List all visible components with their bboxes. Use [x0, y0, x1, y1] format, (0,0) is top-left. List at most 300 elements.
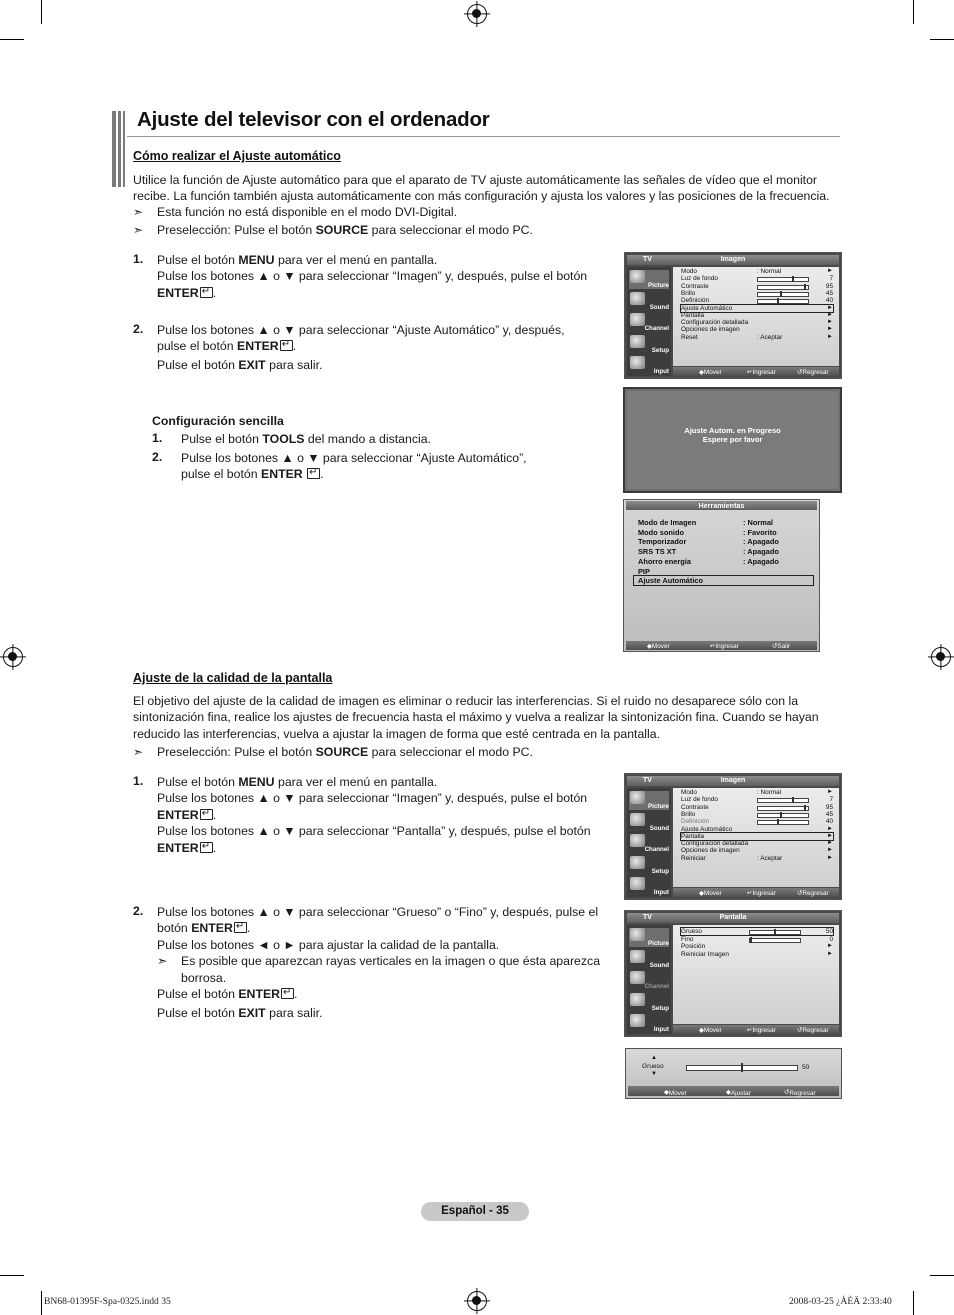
source-button-label: SOURCE	[315, 745, 369, 759]
adjust-value: 50	[802, 1064, 810, 1071]
osd-bottombar: ◆ Mover ↵ Ingresar ↺ Regresar	[673, 1025, 839, 1034]
osd-move-label: Mover	[668, 1090, 687, 1097]
crop-mark	[913, 1291, 914, 1315]
chevron-right-icon: ►	[827, 311, 833, 318]
osd-row-label: Reiniciar Imagen	[681, 950, 729, 958]
osd-row-label: Pantalla	[681, 832, 705, 840]
enter-icon	[280, 340, 293, 351]
step-text: Pulse el botón	[157, 775, 239, 789]
osd-sidebar-item-input[interactable]	[629, 877, 669, 896]
step-text: Pulse los botones ▲ o ▼ para seleccionar “Imagen” y, después, pulse el botón	[157, 791, 588, 806]
slider-knob	[804, 805, 806, 811]
tools-menu-row[interactable]	[638, 537, 813, 546]
osd-sidebar-label: Picture	[648, 803, 669, 810]
step-number: 2.	[133, 322, 144, 336]
osd-menu-row[interactable]	[681, 811, 833, 818]
picture-icon	[630, 270, 645, 283]
osd-row-slider[interactable]	[757, 277, 809, 282]
osd-menu-row[interactable]	[681, 936, 833, 943]
tools-menu-row[interactable]	[638, 518, 813, 527]
sound-icon	[630, 292, 645, 305]
crop-mark	[930, 39, 954, 40]
grueso-adjust-bar	[625, 1048, 842, 1099]
osd-menu-row[interactable]	[681, 928, 833, 935]
osd-menu-row[interactable]	[681, 268, 833, 275]
note-preselection	[133, 222, 533, 238]
slider-knob	[780, 812, 782, 818]
tools-row-label: Ajuste Automático	[638, 576, 704, 586]
osd-topbar	[627, 255, 839, 265]
crop-mark	[41, 1291, 42, 1315]
osd-sidebar-item-channel[interactable]	[629, 971, 669, 990]
note-arrow-icon: ➣	[157, 954, 168, 969]
slider-knob	[804, 284, 806, 290]
osd-enter-label: Ingresar	[752, 1027, 776, 1034]
tools-row-label: Ahorro energía	[638, 556, 691, 566]
step-text: para salir.	[265, 1006, 323, 1021]
osd-sidebar	[627, 925, 671, 1034]
osd-sidebar-item-setup[interactable]	[629, 856, 669, 875]
osd-menu-row[interactable]	[681, 847, 833, 854]
chevron-right-icon: ►	[827, 304, 833, 311]
osd-row-label: Brillo	[681, 810, 696, 818]
osd-sidebar-item-picture[interactable]	[629, 791, 669, 810]
osd-sidebar-label: Sound	[649, 303, 669, 311]
chevron-right-icon: ►	[827, 847, 833, 854]
osd-sidebar-label: Input	[653, 1026, 669, 1033]
step-text: botón	[157, 921, 192, 936]
progress-line: Espere por favor	[702, 435, 763, 444]
channel-icon	[630, 313, 645, 326]
osd-exit-label: Salir	[777, 643, 791, 650]
registration-mark-icon	[931, 647, 951, 667]
osd-menu-row[interactable]	[681, 283, 833, 290]
osd-sidebar-item-setup[interactable]	[629, 335, 669, 354]
osd-topbar	[627, 913, 839, 923]
slider-knob	[777, 819, 779, 825]
chevron-right-icon: ►	[827, 832, 833, 839]
enter-button-label: ENTER	[157, 840, 199, 855]
osd-row-label: Fino	[681, 935, 694, 943]
osd-menu-row[interactable]	[681, 833, 833, 840]
chevron-right-icon: ►	[827, 326, 833, 333]
enter-icon	[234, 922, 247, 933]
osd-menu-row[interactable]	[681, 290, 833, 297]
osd-menu-row[interactable]	[681, 826, 833, 833]
channel-icon	[630, 834, 645, 847]
osd-sidebar-item-input[interactable]	[629, 1014, 669, 1033]
slider-knob	[792, 797, 794, 803]
osd-row-number: 45	[825, 810, 833, 818]
step-text: Pulse los botones ▲ o ▼ para seleccionar “Ajuste Automático” y, después,	[157, 323, 565, 337]
note-text: Esta función no está disponible en el modo DVI-Digital.	[157, 205, 458, 219]
sound-icon	[630, 813, 645, 826]
osd-sidebar-label: Picture	[648, 282, 669, 289]
section1-intro	[133, 172, 843, 205]
tools-row-value: : Favorito	[743, 527, 777, 537]
osd-row-label: Contraste	[681, 282, 709, 290]
osd-sidebar-label: Channel	[644, 983, 669, 990]
crop-mark	[913, 0, 914, 24]
osd-row-label: Modo	[681, 268, 697, 275]
osd-row-value: : Aceptar	[757, 854, 783, 862]
osd-title: Imagen	[720, 777, 746, 784]
osd-menu-row[interactable]	[681, 804, 833, 811]
step-text: Pulse los botones ▲ o ▼ para seleccionar “Pantalla” y, después, pulse el botón	[157, 824, 591, 839]
osd-picture-menu	[624, 252, 842, 379]
osd-row-label: Pantalla	[681, 311, 705, 319]
slider-knob	[780, 291, 782, 297]
osd-row-label: Configuración detallada	[681, 319, 749, 327]
step-2-text: Pulse los botones ▲ o ▼ para seleccionar “Ajuste Automático” y, después, pulse el botón ENTER↵ . Pulse el botón EXIT para salir.	[157, 322, 607, 373]
osd-sidebar	[627, 788, 671, 897]
step-text: para ver el menú en pantalla.	[274, 775, 438, 789]
tools-menu-row[interactable]	[638, 547, 813, 556]
osd-row-label: Posición	[681, 943, 706, 950]
osd-row-value: : Normal	[757, 789, 782, 796]
step-text: Pulse los botones ▲ o ▼ para seleccionar “Imagen” y, después, pulse el botón	[157, 269, 588, 284]
section-heading-auto-adjust: Cómo realizar el Ajuste automático	[133, 149, 341, 163]
note-text: Preselección: Pulse el botón	[157, 745, 316, 759]
step-number: 1.	[133, 252, 144, 266]
enter-button-label: ENTER	[261, 467, 303, 482]
chevron-right-icon: ►	[827, 789, 833, 795]
osd-row-number: 7	[829, 796, 833, 804]
tools-row-label: Modo de Imagen	[638, 518, 697, 527]
slider-knob	[774, 929, 776, 935]
intro-line: reducido las interferencias, vuelva a ajustar la imagen de forma que esté centrada en la pantalla.	[133, 726, 661, 741]
tools-menu	[623, 499, 820, 652]
step-text: del mando a distancia.	[304, 432, 431, 446]
adjust-slider[interactable]	[686, 1065, 798, 1071]
osd-return-label: Regresar	[802, 1027, 829, 1034]
intro-line: Utilice la función de Ajuste automático para que el aparato de TV ajuste automáticamente las señales de vídeo que el monitor	[133, 173, 818, 187]
input-icon	[630, 877, 645, 890]
chevron-right-icon: ►	[827, 840, 833, 847]
chevron-right-icon: ►	[827, 333, 833, 340]
chevron-right-icon: ►	[827, 825, 833, 832]
progress-message	[625, 426, 840, 444]
date-slug: 2008-03-25 ¿ÀÈÄ 2:33:40	[789, 1296, 892, 1307]
osd-title: Pantalla	[719, 914, 747, 921]
note-text: para seleccionar el modo PC.	[368, 745, 533, 759]
osd-sidebar-item-picture[interactable]	[629, 270, 669, 289]
crop-mark	[41, 0, 42, 24]
chevron-right-icon: ►	[827, 268, 833, 274]
progress-line: Ajuste Autom. en Progreso	[684, 426, 781, 435]
chevron-right-icon: ►	[827, 950, 833, 957]
setup-icon	[630, 856, 645, 869]
enter-icon	[200, 287, 213, 298]
source-button-label: SOURCE	[315, 223, 369, 237]
osd-row-label: Brillo	[681, 289, 696, 297]
tools-row-value: : Normal	[743, 518, 773, 527]
intro-line: recibe. La función también ajusta automáticamente con más configuración y ajusta los valores y las posiciones de la frecuencia.	[133, 189, 830, 204]
chevron-right-icon: ►	[827, 319, 833, 326]
osd-sidebar-label: Channel	[644, 325, 669, 332]
step-text: para ver el menú en pantalla.	[274, 253, 438, 267]
intro-line: El objetivo del ajuste de la calidad de imagen es eliminar o reducir las interferencias. Si el ruido no desaparece sólo con la	[133, 694, 799, 708]
crop-mark	[0, 1275, 24, 1276]
osd-bottombar: ◆ Mover ↵ Ingresar ↺ Regresar	[673, 888, 839, 897]
osd-title: Imagen	[720, 256, 746, 263]
step-2-text: Pulse los botones ▲ o ▼ para seleccionar “Grueso” o “Fino” y, después, pulse el botón ENTER↵ . Pulse los botones ◄ o ► para ajustar la calidad de la pantalla. ➣ Es posible que aparezcan rayas verticales en la imagen o que ésta aparezca borrosa. Pulse el botón ENTER↵ . Pulse el botón EXIT para salir.	[157, 904, 612, 1022]
tools-menu-row[interactable]	[638, 528, 813, 537]
slider-knob	[792, 276, 794, 282]
input-icon	[630, 356, 645, 369]
osd-menu-row[interactable]	[681, 818, 833, 825]
osd-sidebar-item-setup[interactable]	[629, 993, 669, 1012]
osd-bottombar: ◆ Mover ↵ Ingresar ↺ Regresar	[673, 367, 839, 376]
enter-button-label: ENTER	[157, 807, 199, 822]
menu-button-label: MENU	[238, 253, 275, 267]
osd-menu-row[interactable]	[681, 951, 833, 958]
step-text: pulse el botón	[181, 467, 261, 482]
osd-row-number: 95	[825, 803, 833, 811]
osd-row-number: 0	[829, 935, 833, 943]
easy-step-1	[181, 431, 431, 447]
tools-footer: ◆ Mover ↵ Ingresar ↺ Salir	[626, 641, 817, 650]
osd-row-label: Definición	[681, 297, 710, 305]
osd-row-slider[interactable]	[749, 930, 801, 935]
adjust-footer: ◆ Mover ◆ Ajustar ↺ Regresar	[628, 1086, 839, 1096]
osd-sidebar-item-sound[interactable]	[629, 292, 669, 311]
registration-mark-icon	[3, 647, 23, 667]
channel-icon	[630, 971, 645, 984]
osd-tv-label: TV	[643, 777, 652, 784]
step-number: 2.	[133, 904, 144, 918]
easy-setup-title: Configuración sencilla	[152, 414, 284, 428]
osd-sidebar-item-input[interactable]	[629, 356, 669, 375]
step-number: 2.	[152, 450, 163, 464]
osd-sidebar-label: Input	[653, 889, 669, 896]
step-text: Pulse los botones ▲ o ▼ para seleccionar “Grueso” o “Fino” y, después, pulse el	[157, 905, 599, 919]
osd-move-label: Mover	[703, 369, 722, 376]
osd-row-value: : Normal	[757, 268, 782, 275]
osd-row-slider[interactable]	[757, 798, 809, 803]
osd-row-slider[interactable]	[757, 285, 809, 290]
tools-row-value: : Apagado	[743, 547, 779, 557]
input-icon	[630, 1014, 645, 1027]
step-text: Pulse el botón	[157, 1006, 239, 1021]
osd-row-number: 40	[825, 297, 833, 305]
osd-return-label: Regresar	[802, 369, 829, 376]
tools-menu-row[interactable]	[638, 567, 813, 576]
osd-sidebar-item-channel[interactable]	[629, 313, 669, 332]
osd-row-number: 7	[829, 275, 833, 283]
osd-adjust-label: Ajustar	[730, 1090, 751, 1097]
osd-row-label: Definición	[681, 818, 710, 826]
osd-menu-row[interactable]	[681, 943, 833, 950]
osd-row-label: Reset	[681, 333, 698, 341]
osd-row-slider[interactable]	[757, 292, 809, 297]
osd-menu-row[interactable]	[681, 275, 833, 282]
sound-icon	[630, 950, 645, 963]
exit-button-label: EXIT	[238, 1006, 266, 1021]
osd-menu-row[interactable]	[681, 319, 833, 326]
step-text: Pulse el botón	[157, 987, 239, 1002]
picture-icon	[630, 928, 645, 941]
tools-button-label: TOOLS	[262, 432, 305, 446]
osd-row-label: Opciones de imagen	[681, 326, 740, 334]
title-accent-bars	[112, 111, 126, 187]
enter-button-label: ENTER	[238, 987, 281, 1002]
down-arrow-icon: ▼	[651, 1071, 657, 1077]
osd-menu-row[interactable]	[681, 789, 833, 796]
osd-sidebar-item-channel[interactable]	[629, 834, 669, 853]
note-text: borrosa.	[181, 970, 227, 985]
osd-main	[673, 925, 839, 1024]
osd-sidebar-item-sound[interactable]	[629, 950, 669, 969]
osd-return-label: Regresar	[802, 890, 829, 897]
tools-menu-row[interactable]	[634, 576, 813, 585]
tools-menu-row[interactable]	[638, 557, 813, 566]
osd-menu-row[interactable]	[681, 312, 833, 319]
tools-row-value: : Apagado	[743, 537, 779, 547]
osd-row-label: Ajuste Automático	[681, 825, 733, 833]
osd-sidebar-label: Input	[653, 368, 669, 375]
osd-sidebar-item-picture[interactable]	[629, 928, 669, 947]
step-number: 1.	[133, 774, 144, 788]
osd-row-slider[interactable]	[757, 299, 809, 304]
osd-menu-row[interactable]	[681, 796, 833, 803]
tools-row-label: PIP	[638, 566, 650, 576]
note-text: Preselección: Pulse el botón	[157, 223, 316, 237]
osd-row-slider[interactable]	[757, 806, 809, 811]
enter-icon	[200, 809, 213, 820]
osd-move-label: Mover	[703, 890, 722, 897]
osd-sidebar-label: Sound	[649, 824, 669, 832]
osd-row-label: Opciones de imagen	[681, 847, 740, 855]
note-preselection	[133, 744, 533, 760]
osd-enter-label: Ingresar	[752, 369, 776, 376]
tools-row-value: : Apagado	[743, 556, 779, 566]
osd-main	[673, 788, 839, 887]
osd-menu-row[interactable]	[681, 326, 833, 333]
osd-row-label: Configuración detallada	[681, 840, 749, 848]
osd-enter-label: Ingresar	[752, 890, 776, 897]
osd-row-label: Luz de fondo	[681, 796, 718, 804]
osd-row-number: 45	[825, 289, 833, 297]
title-divider	[127, 136, 840, 137]
osd-sidebar-label: Channel	[644, 846, 669, 853]
tools-title: Herramientas	[626, 501, 817, 510]
osd-row-label: Grueso	[681, 928, 702, 935]
enter-button-label: ENTER	[237, 339, 279, 354]
adjust-label: Grueso	[642, 1063, 664, 1070]
auto-adjust-progress-screen	[623, 387, 842, 493]
osd-row-label: Contraste	[681, 803, 709, 811]
osd-row-label: Ajuste Automático	[681, 304, 733, 312]
tools-row-label: Temporizador	[638, 537, 687, 547]
osd-sidebar-label: Picture	[648, 940, 669, 947]
section2-intro	[133, 693, 843, 742]
picture-icon	[630, 791, 645, 804]
osd-return-label: Regresar	[789, 1090, 816, 1097]
file-slug: BN68-01395F-Spa-0325.indd 35	[44, 1296, 171, 1307]
setup-icon	[630, 335, 645, 348]
step-text: Pulse el botón	[181, 432, 263, 446]
osd-row-value: : Aceptar	[757, 333, 783, 341]
step-text: Pulse los botones ▲ o ▼ para seleccionar “Ajuste Automático”,	[181, 451, 527, 465]
enter-icon	[307, 468, 320, 479]
exit-button-label: EXIT	[238, 357, 266, 372]
note-text: para seleccionar el modo PC.	[368, 223, 533, 237]
intro-line: sintonización fina, realice los ajustes de frecuencia hasta el máximo y vuelva a realizar la sintonización fina. Cuando se hayan	[133, 710, 819, 725]
note-dvi	[133, 204, 457, 220]
step-text: Pulse los botones ◄ o ► para ajustar la calidad de la pantalla.	[157, 937, 500, 952]
easy-step-2: Pulse los botones ▲ o ▼ para seleccionar “Ajuste Automático”, pulse el botón ENTER ↵ .	[181, 450, 581, 483]
page-title: Ajuste del televisor con el ordenador	[137, 108, 490, 131]
slider-knob	[777, 298, 779, 304]
osd-menu-row[interactable]	[681, 855, 833, 862]
step-number: 1.	[152, 431, 163, 445]
osd-screen-menu	[624, 910, 842, 1037]
enter-icon	[200, 842, 213, 853]
osd-menu-row[interactable]	[681, 334, 833, 341]
osd-row-slider[interactable]	[757, 820, 809, 825]
registration-mark-icon	[467, 1291, 487, 1311]
chevron-right-icon: ►	[827, 854, 833, 861]
step-text: Pulse el botón	[157, 253, 239, 267]
osd-row-label: Modo	[681, 789, 697, 796]
osd-topbar	[627, 776, 839, 786]
step-1-text: Pulse el botón MENU para ver el menú en pantalla. Pulse los botones ▲ o ▼ para seleccionar “Imagen” y, después, pulse el botón ENTER↵ . Pulse los botones ▲ o ▼ para seleccionar “Pantalla” y, después, pulse el botón ENTER↵ .	[157, 774, 607, 856]
osd-sidebar-label: Setup	[651, 1004, 669, 1012]
osd-menu-row[interactable]	[681, 297, 833, 304]
osd-picture-menu	[624, 773, 842, 900]
setup-icon	[630, 993, 645, 1006]
tools-row-label: SRS TS XT	[638, 547, 677, 557]
step-text: pulse el botón	[157, 339, 237, 354]
up-arrow-icon: ▲	[651, 1055, 657, 1061]
menu-button-label: MENU	[238, 775, 275, 789]
osd-menu-row[interactable]	[681, 840, 833, 847]
enter-button-label: ENTER	[191, 921, 233, 936]
osd-row-label: Luz de fondo	[681, 275, 718, 283]
osd-main	[673, 267, 839, 366]
registration-mark-icon	[467, 4, 487, 24]
step-text: Pulse el botón	[157, 357, 239, 372]
enter-icon	[281, 988, 294, 999]
osd-row-number: 95	[825, 282, 833, 290]
osd-move-label: Mover	[651, 643, 670, 650]
osd-row-number: 50	[825, 928, 833, 935]
osd-sidebar	[627, 267, 671, 376]
crop-mark	[930, 1275, 954, 1276]
page-number: Español - 35	[421, 1202, 529, 1221]
osd-row-label: Reiniciar	[681, 854, 706, 862]
enter-button-label: ENTER	[157, 285, 199, 300]
chevron-right-icon: ►	[827, 943, 833, 949]
note-text: Es posible que aparezcan rayas verticales en la imagen o que ésta aparezca	[181, 954, 601, 969]
osd-sidebar-item-sound[interactable]	[629, 813, 669, 832]
osd-row-slider[interactable]	[757, 813, 809, 818]
osd-row-number: 40	[825, 818, 833, 826]
osd-sidebar-label: Setup	[651, 346, 669, 354]
osd-sidebar-label: Sound	[649, 961, 669, 969]
section-heading-screen-quality: Ajuste de la calidad de la pantalla	[133, 671, 333, 685]
osd-move-label: Mover	[703, 1027, 722, 1034]
step-1-text: Pulse el botón MENU para ver el menú en pantalla. Pulse los botones ▲ o ▼ para seleccionar “Imagen” y, después, pulse el botón ENTER↵ .	[157, 252, 607, 301]
osd-menu-row[interactable]	[681, 305, 833, 312]
tools-row-label: Modo sonido	[638, 527, 684, 537]
osd-enter-label: Ingresar	[715, 643, 739, 650]
osd-tv-label: TV	[643, 914, 652, 921]
slider-knob	[750, 937, 752, 943]
osd-row-slider[interactable]	[749, 938, 801, 943]
crop-mark	[0, 39, 24, 40]
